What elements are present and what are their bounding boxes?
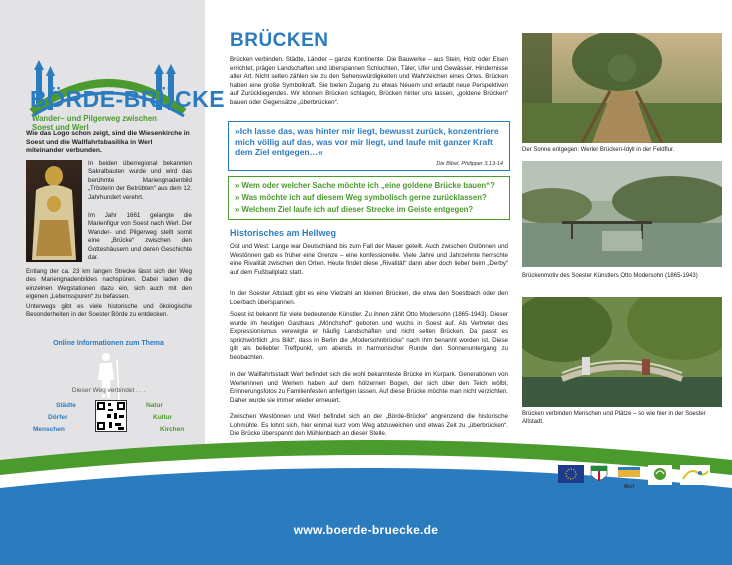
painting-modersohn xyxy=(522,161,722,267)
werl-logo xyxy=(616,465,642,490)
section-heading: Historisches am Hellweg xyxy=(230,228,337,238)
caption-2: Brückenmotiv des Soester Künstlers Otto Modersohn (1865-1943) xyxy=(522,273,698,279)
question-2: » Was möchte ich auf diesem Weg symbolisch gerne zurücklassen? xyxy=(235,193,487,203)
side-p2: Im Jahr 1661 gelangte die Marienfigur von Soest nach Werl. Der Wander- und Pilgerweg stellt somit eine „Brücke“ zwischen den Gotteshäusern und deren Geschichte dar. xyxy=(88,212,192,262)
connects-label: Dieser Weg verbindet . . . xyxy=(71,387,146,394)
history-p4: In der Wallfahrtsstadt Werl befindet sich die wohl bekannteste Brücke im Kurpark. Generationen von Werlerinnen und Werlern haben auf dem hölzernen Bogen, der sich über den Teich wölbt, Erinnerungsfotos zu Familienfesten anfertigen lassen. Auf diese Brücke möchte man nicht verzichten. Daher wurde sie immer wieder erneuert. xyxy=(230,371,508,404)
side-p1: In beiden überregional bekannten Sakralbauten wurde und wird das berühmte Mariengnadenbild „Trösterin der Betrübten“ aus dem 12. Jahrhundert verehrt. xyxy=(88,160,192,201)
qr-code-icon[interactable] xyxy=(95,400,127,432)
question-1: » Wem oder welcher Sache möchte ich „eine goldene Brücke bauen“? xyxy=(235,181,495,190)
bible-quote: »Ich lasse das, was hinter mir liegt, bewusst zurück, konzentriere mich völlig auf das, was vor mir liegt, und laufe mit ganzer Kraft dem Ziel entgegen…« xyxy=(235,126,499,158)
category-kultur: Kultur xyxy=(153,414,173,421)
history-p1: Ost und West: Lange war Deutschland bis zum Fall der Mauer geteilt. Auch zwischen Ostönnen und Westönnen gab es früher eine Grenze – eine konfessionelle. Viele Jahre und Jahrzehnte herrschte eine Rivalität zwischen den Orten. Heute findet diese „Rivalität“ dann aber doch lieber beim „Derby“ auf dem Fußballplatz statt. xyxy=(230,243,508,276)
photo-soest-bridge xyxy=(522,297,722,407)
category-kirchen: Kirchen xyxy=(160,426,185,433)
werl-label: Werl xyxy=(623,484,635,490)
side-intro: Wie das Logo schon zeigt, sind die Wiesenkirche in Soest und die Wallfahrtsbasilika in Werl miteinander verbunden. xyxy=(26,130,190,155)
question-3: » Welchem Ziel laufe ich auf dieser Strecke im Geiste entgegen? xyxy=(235,205,474,215)
footer-swoosh xyxy=(0,430,732,565)
history-p2: In der Soester Altstadt gibt es eine Vielzahl an kleinen Brücken, die etwa den Soestbach oder den Loerbach überspannen. xyxy=(230,290,508,306)
category-natur: Natur xyxy=(146,402,163,409)
history-p3: Soest ist bekannt für viele bedeutende Künstler. Zu ihnen zählt Otto Modersohn (1865-1943). Dieser wurde im heutigen Gasthaus „Mönchshof“ geboren und wuchs in Soest auf. Als Vertreter des Expressionismus verewigte er häufig Landschaften und nicht selten Brücken. Da passt es sprichwörtlich „ins Bild“, dass in Berlin die „Modersohnbrücke“ nach ihm benannt worden ist. Diese gilt als beliebter Treffpunkt, um abends in harmonischer Runde den Sonnenuntergang zu beobachten. xyxy=(230,311,508,361)
online-info-link[interactable]: Online Informationen zum Thema xyxy=(53,340,164,347)
nrw-crest-icon xyxy=(590,465,608,485)
page-title: BRÜCKEN xyxy=(230,30,329,51)
caption-3: Brücken verbinden Menschen und Plätze – so wie hier in der Soester Altstadt. xyxy=(522,411,706,426)
category-menschen: Menschen xyxy=(33,426,65,433)
region-logo-icon xyxy=(680,465,710,485)
logo-subtitle-2: Soest und Werl xyxy=(32,123,89,132)
questions-box xyxy=(228,176,510,220)
bible-quote-box xyxy=(228,121,510,171)
website-link[interactable]: www.boerde-bruecke.de xyxy=(293,523,439,537)
leader-logo-icon xyxy=(648,465,672,485)
bible-quote-source: Die Bibel, Philipper 3,13-14 xyxy=(436,161,503,167)
logo-title: BÖRDE-BRÜCKE xyxy=(30,86,226,112)
eu-flag-icon xyxy=(558,465,584,485)
category-doerfer: Dörfer xyxy=(48,414,68,421)
pilgrim-icon xyxy=(88,352,124,402)
side-p3: Entlang der ca. 23 km langen Strecke lässt sich der Weg des Mariengnadenbildes nachspüren. Dabei laden die einzelnen Wegstationen dazu ein, sich auch mit den eigenen „Lebensspuren“ zu befassen. xyxy=(26,268,192,301)
intro-text: Brücken verbinden. Städte, Länder – ganze Kontinente. Die Bauwerke – aus Stein, Holz oder Eisen errichtet, prägen Landschaften und überspannen Schluchten, Täler, Ufer und Gewässer. Hindernisse aller Art. Nicht selten zählen sie zu den Sehenswürdigkeiten und Wahrzeichen eines Ortes. Brücken haben eine große Symbolkraft. Sie bieten Zugang zu etwas Neuem und erlaubt neue Perspektiven auf Zurückliegendes. Wir können Brücken schlagen, Brücken hinter uns lassen, „goldene Brücken“ bauen oder Gegensätze „überbrücken“. xyxy=(230,56,508,106)
caption-1: Der Sonne entgegen: Werler Brücken-Idyll in der Feldflur. xyxy=(522,147,675,153)
side-p4: Unterwegs gibt es viele historische und ökologische Besonderheiten in der Soester Börde zu entdecken. xyxy=(26,303,192,319)
category-staedte: Städte xyxy=(56,402,76,409)
logo-subtitle-1: Wander– und Pilgerweg zwischen xyxy=(32,114,157,123)
history-p5: Zwischen Westönnen und Werl befindet sich an der „Börde-Brücke“ angrenzend die historische Lohmühle. Es lohnt sich, hier einmal kurz vom Weg abzuweichen und etwas Zeit zu „überbrücken“. Die Brücke überspannt den Mühlenbach an dieser Stelle. xyxy=(230,413,508,437)
madonna-image xyxy=(26,160,82,262)
photo-field-bridge xyxy=(522,33,722,143)
